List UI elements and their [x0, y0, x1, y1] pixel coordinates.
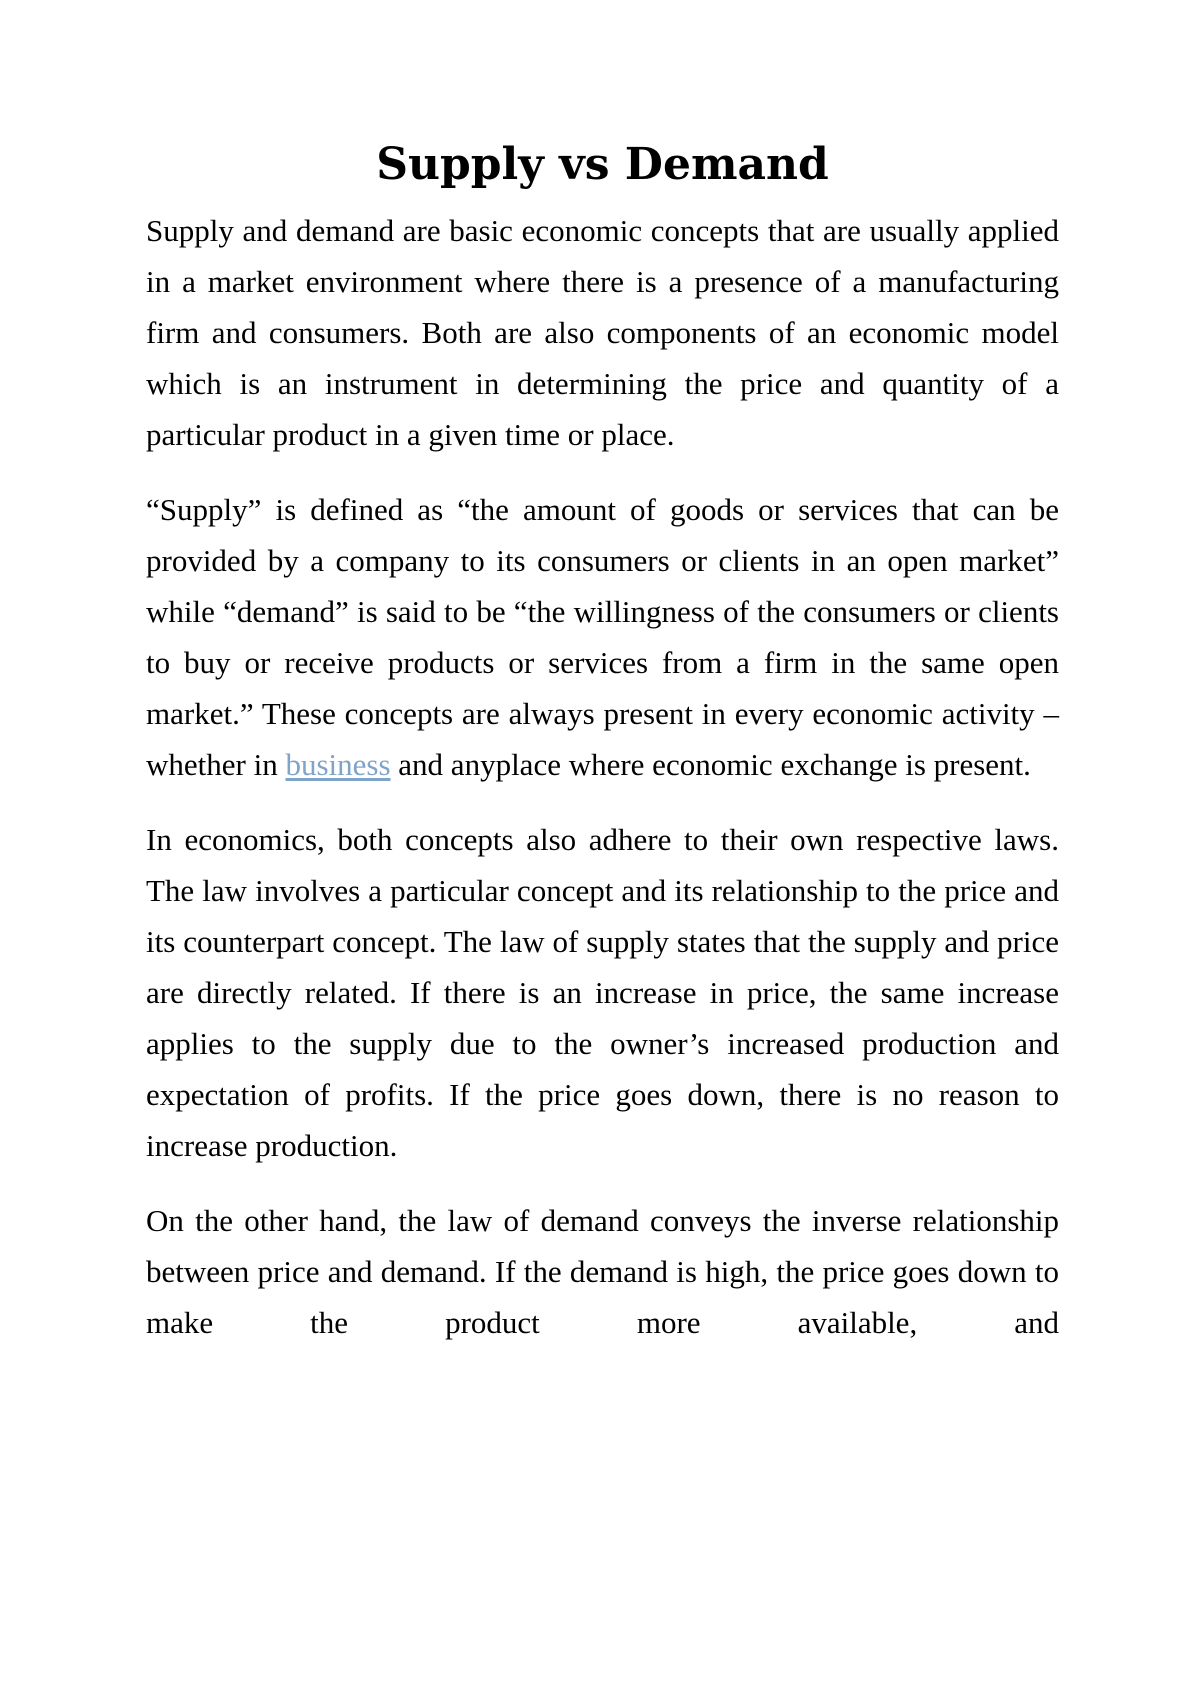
- paragraph-law-of-demand: On the other hand, the law of demand conveys the inverse relationship between price and demand. If the demand is high, the price goes down to make the product more available, and: [146, 1202, 1059, 1340]
- paragraph-definitions-text: “Supply” is defined as “the amount of goods or services that can be provided by a company to its consumers or clients in an open market” while “demand” is said to be “the willingness of the consumers or clients to buy or receive products or services from a firm in the same open market.” These concepts are always present in every economic activity – whether in: [146, 491, 1059, 782]
- document-title: Supply vs Demand: [376, 139, 829, 190]
- paragraph-law-of-supply: In economics, both concepts also adhere to their own respective laws. The law involves a particular concept and its relationship to the price and its counterpart concept. The law of supply states that the supply and price are directly related. If there is an increase in price, the same increase applies to the supply due to the owner’s increased production and expectation of profits. If the price goes down, there is no reason to increase production.: [146, 821, 1059, 1163]
- paragraph-definitions-text-end: and anyplace where economic exchange is present.: [390, 746, 1031, 782]
- business-link[interactable]: business: [285, 746, 391, 782]
- paragraph-definitions: [146, 484, 1059, 790]
- document-page: [146, 140, 1059, 1372]
- paragraph-intro: Supply and demand are basic economic concepts that are usually applied in a market environment where there is a presence of a manufacturing firm and consumers. Both are also components of an economic model which is an instrument in determining the price and quantity of a particular product in a given time or place.: [146, 212, 1059, 452]
